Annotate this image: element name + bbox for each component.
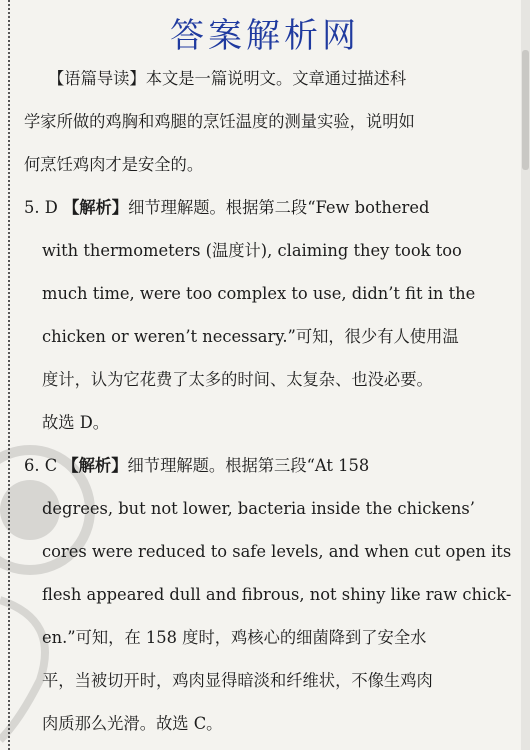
q5-analysis-tag: 【解析】 bbox=[62, 198, 129, 217]
q6-line-2: degrees, but not lower, bacteria inside the chickens’ bbox=[42, 499, 475, 518]
guide-line-3: 何烹饪鸡肉才是安全的。 bbox=[24, 155, 204, 174]
scrollbar-thumb[interactable] bbox=[522, 50, 529, 170]
q5-first-line bbox=[24, 197, 429, 219]
q6-first-line bbox=[24, 455, 369, 477]
q6-line-7: 肉质那么光滑。故选 C。 bbox=[42, 714, 223, 733]
page-title: 答案解析网 bbox=[170, 16, 360, 56]
q5-answer-number: 5. D bbox=[24, 198, 58, 217]
q6-answer-number: 6. C bbox=[24, 456, 58, 475]
q5-line-2: with thermometers (温度计), claiming they took too bbox=[42, 241, 462, 260]
q6-analysis-tag: 【解析】 bbox=[62, 456, 128, 475]
q5-line-4: chicken or weren’t necessary.”可知，很少有人使用温 bbox=[42, 327, 459, 346]
q6-line-5: en.”可知，在 158 度时，鸡核心的细菌降到了安全水 bbox=[42, 628, 427, 647]
q6-line-1: 细节理解题。根据第三段“At 158 bbox=[127, 456, 370, 475]
q5-line-6: 故选 D。 bbox=[42, 413, 110, 432]
q6-line-6: 平，当被切开时，鸡肉显得暗淡和纤维状，不像生鸡肉 bbox=[42, 671, 433, 690]
q5-line-5: 度计，认为它花费了太多的时间、太复杂、也没必要。 bbox=[42, 370, 433, 389]
q6-line-4: flesh appeared dull and fibrous, not shiny like raw chick- bbox=[42, 585, 512, 604]
q6-line-3: cores were reduced to safe levels, and when cut open its bbox=[42, 542, 512, 561]
guide-line-2: 学家所做的鸡胸和鸡腿的烹饪温度的测量实验，说明如 bbox=[24, 112, 415, 131]
scrollbar-track[interactable] bbox=[521, 0, 530, 750]
guide-line-1: 【语篇导读】本文是一篇说明文。文章通过描述科 bbox=[48, 69, 407, 88]
q5-line-3: much time, were too complex to use, didn’t fit in the bbox=[42, 284, 476, 303]
q5-line-1: 细节理解题。根据第二段“Few bothered bbox=[128, 198, 430, 217]
